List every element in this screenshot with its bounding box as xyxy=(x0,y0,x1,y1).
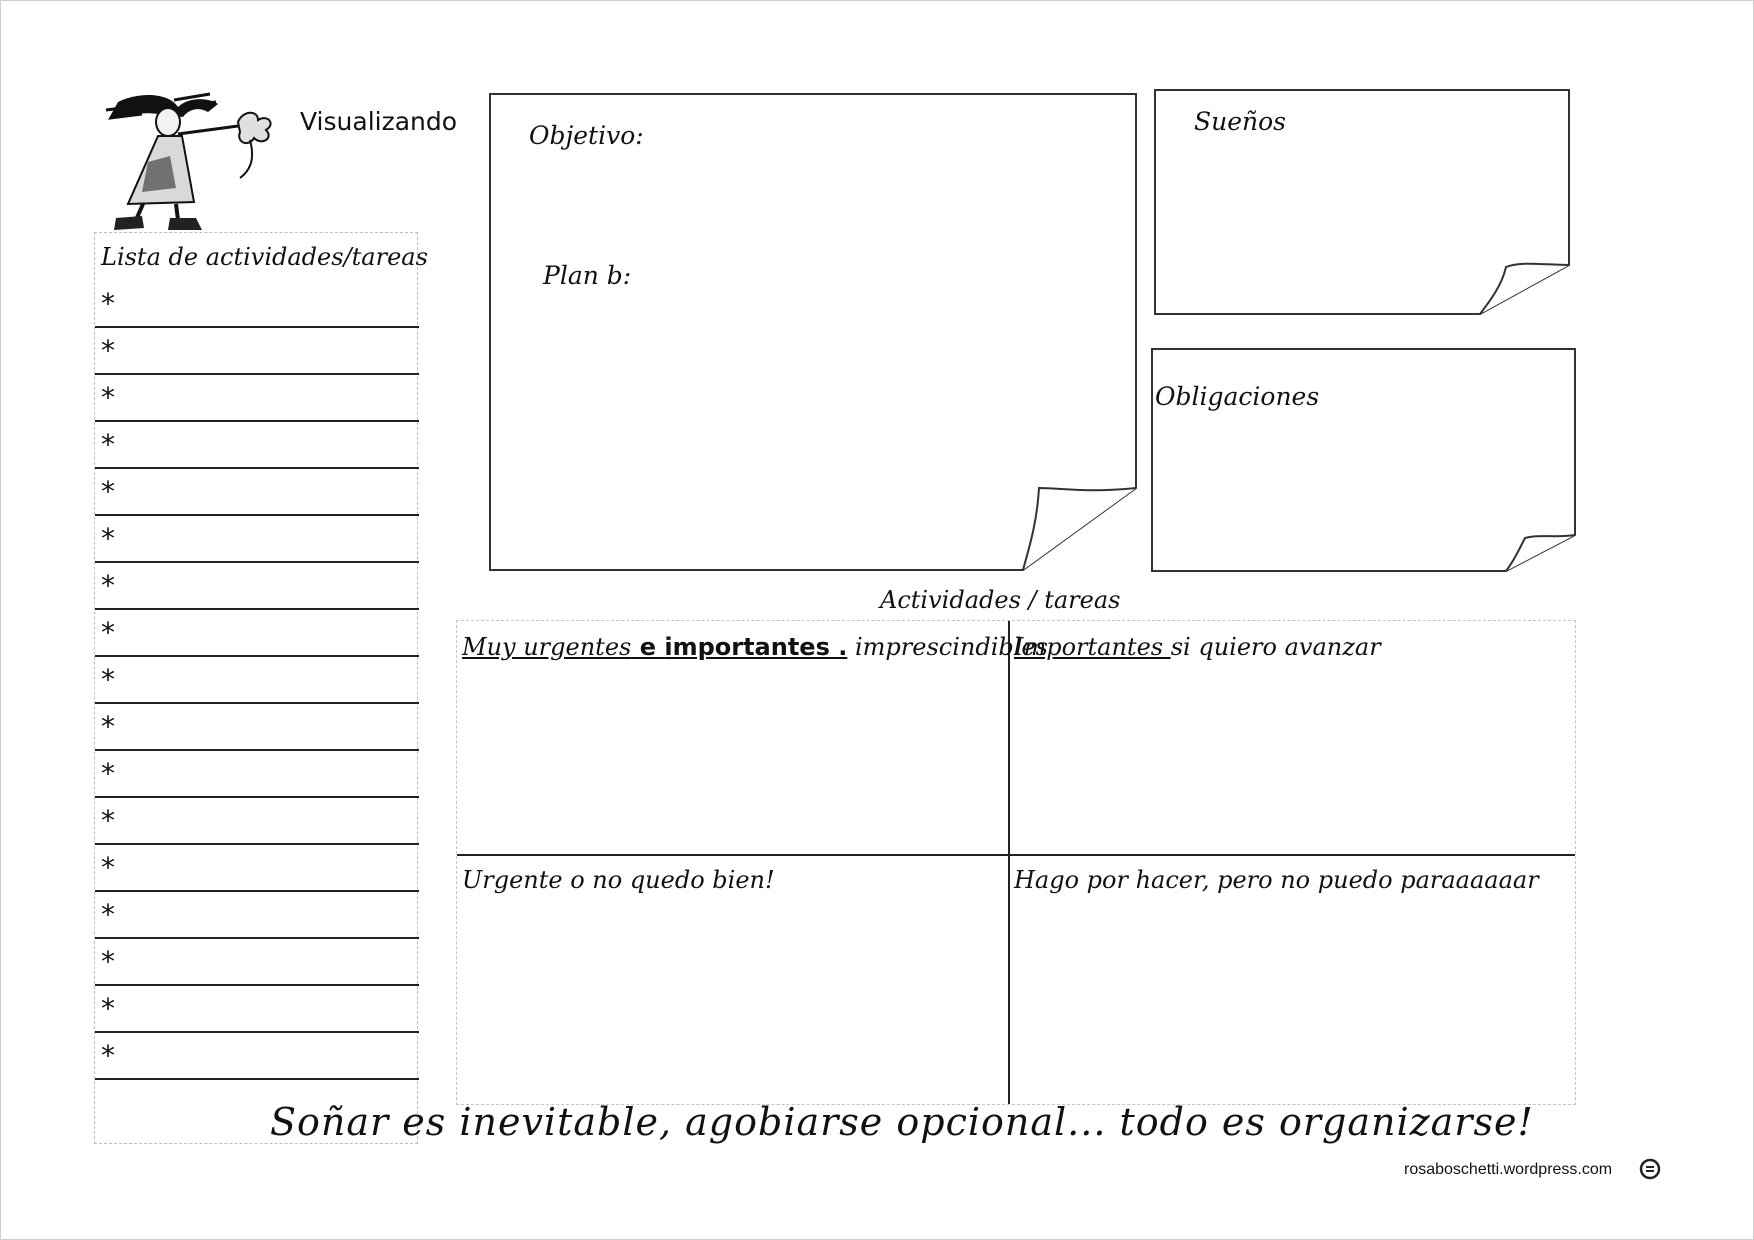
motto: Soñar es inevitable, agobiarse opcional... todo es organizarse! xyxy=(270,1100,1534,1144)
objective-label: Objetivo: xyxy=(529,121,644,150)
matrix-heading: Actividades / tareas xyxy=(880,586,1121,614)
q2-advance-text: si quiero avanzar xyxy=(1170,633,1381,661)
q1-and-text: e xyxy=(631,633,665,661)
task-bullet: * xyxy=(101,475,115,508)
task-list-row xyxy=(95,1033,419,1080)
task-bullet: * xyxy=(101,710,115,743)
task-bullet: * xyxy=(101,898,115,931)
task-bullet: * xyxy=(101,287,115,320)
task-list-row xyxy=(95,798,419,845)
matrix-vertical-divider xyxy=(1008,621,1010,1104)
task-list xyxy=(94,232,428,1144)
task-bullet: * xyxy=(101,616,115,649)
footer-url: rosaboschetti.wordpress.com xyxy=(1404,1161,1613,1178)
task-bullet: * xyxy=(101,522,115,555)
girl-with-flower-illustration xyxy=(98,92,298,232)
task-bullet: * xyxy=(101,851,115,884)
task-bullet: * xyxy=(101,804,115,837)
obligations-note xyxy=(1151,348,1576,572)
task-bullet: * xyxy=(101,428,115,461)
task-bullet: * xyxy=(101,569,115,602)
creative-commons-icon xyxy=(1639,1158,1661,1180)
task-bullet: * xyxy=(101,1039,115,1072)
task-list-row xyxy=(95,845,419,892)
task-list-row xyxy=(95,328,419,375)
task-bullet: * xyxy=(101,381,115,414)
q1-important-text: importantes . xyxy=(664,633,848,661)
task-list-row xyxy=(95,281,419,328)
task-list-row xyxy=(95,516,419,563)
task-list-row xyxy=(95,892,419,939)
task-list-row xyxy=(95,563,419,610)
task-list-title: Lista de actividades/tareas xyxy=(101,243,428,271)
quadrant-busy-label: Hago por hacer, pero no puedo paraaaaaar xyxy=(1014,866,1539,894)
plan-b-label: Plan b: xyxy=(543,261,632,290)
priority-matrix xyxy=(456,620,1576,1105)
task-list-row xyxy=(95,422,419,469)
dreams-note xyxy=(1154,89,1570,315)
q1-essential-text: imprescindibles xyxy=(847,633,1048,661)
task-list-row xyxy=(95,939,419,986)
quadrant-urgent-label: Urgente o no quedo bien! xyxy=(462,866,775,894)
task-bullet: * xyxy=(101,757,115,790)
task-bullet: * xyxy=(101,992,115,1025)
task-list-row xyxy=(95,469,419,516)
page-title: Visualizando xyxy=(300,107,458,136)
objective-note xyxy=(489,93,1137,571)
quadrant-urgent-important-label xyxy=(462,633,1048,661)
task-list-row xyxy=(95,657,419,704)
q2-important-text: Importantes xyxy=(1014,633,1171,661)
task-list-row xyxy=(95,751,419,798)
task-list-row xyxy=(95,986,419,1033)
task-bullet: * xyxy=(101,663,115,696)
objective-note-outline xyxy=(489,93,1137,571)
task-list-row xyxy=(95,610,419,657)
matrix-horizontal-divider xyxy=(457,854,1575,856)
quadrant-important-label xyxy=(1014,633,1381,661)
task-list-row xyxy=(95,375,419,422)
q1-urgent-text: Muy urgentes xyxy=(462,633,632,661)
task-bullet: * xyxy=(101,334,115,367)
obligations-label: Obligaciones xyxy=(1155,382,1320,411)
dreams-label: Sueños xyxy=(1194,107,1287,136)
task-bullet: * xyxy=(101,945,115,978)
task-list-row xyxy=(95,704,419,751)
